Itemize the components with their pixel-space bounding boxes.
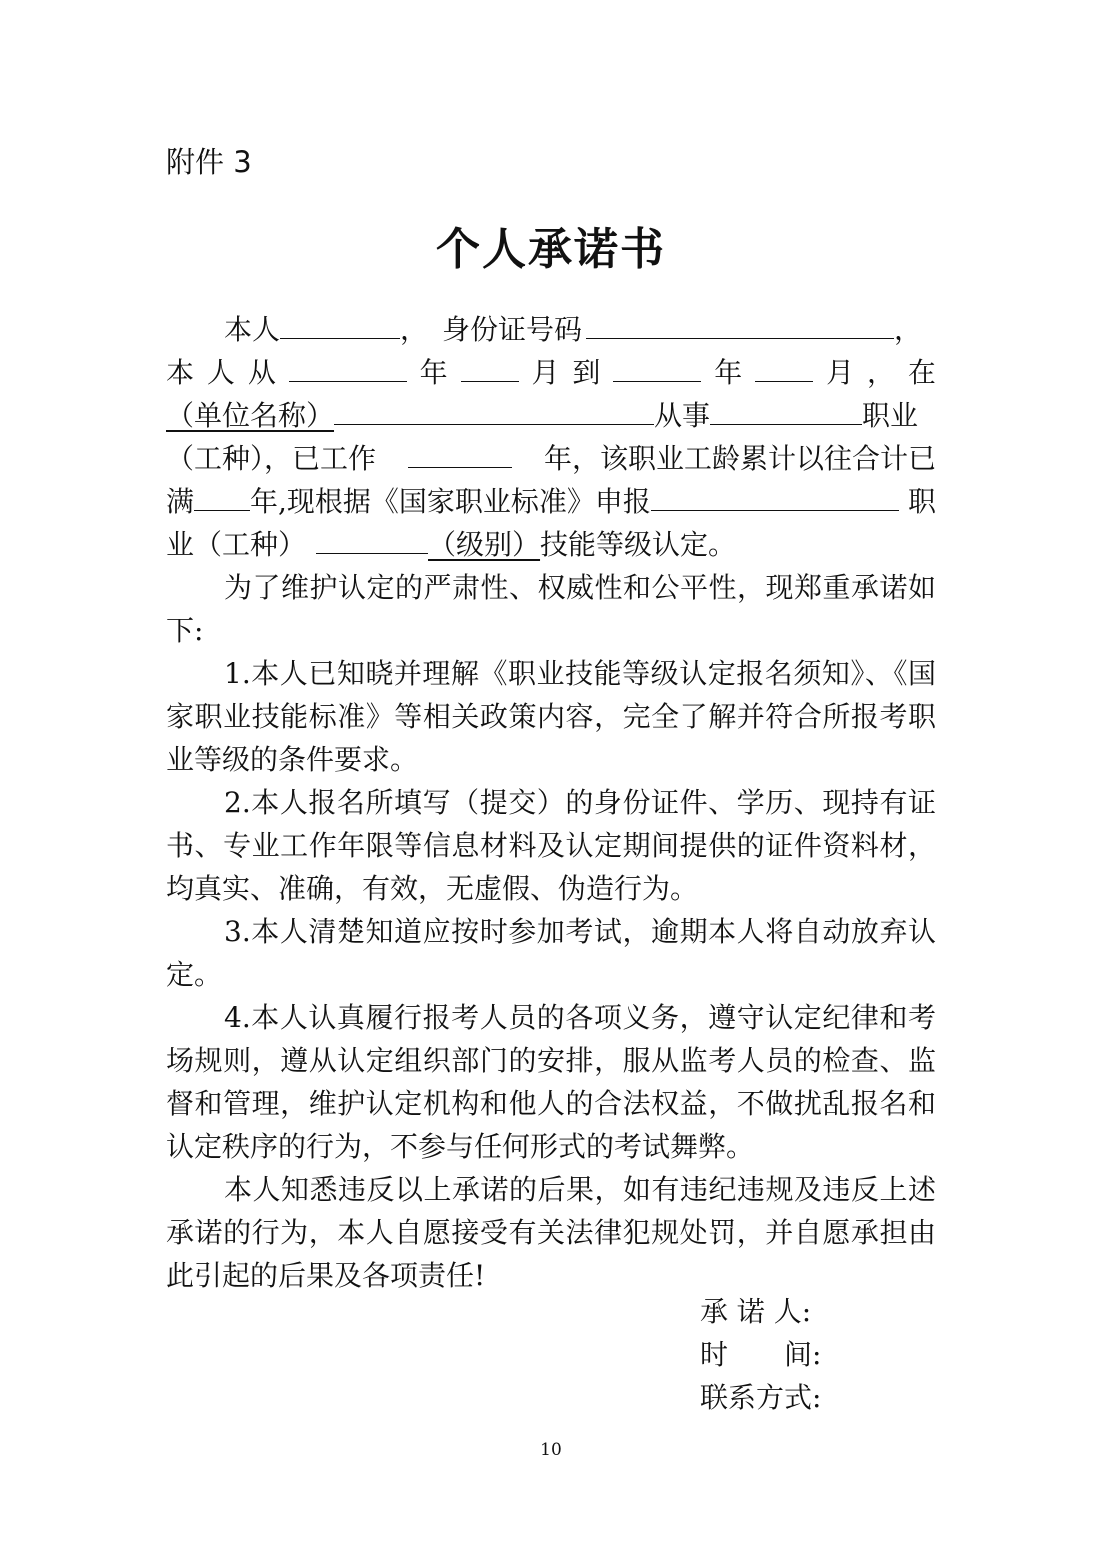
attachment-label: 附件 3 [166, 145, 252, 179]
contact-label: 联系方式: [700, 1381, 822, 1414]
form-text: 年，该职业工龄累计以往合计已 [543, 442, 936, 475]
form-text: 职 [907, 485, 936, 518]
paragraph-item-3: 3.本人清楚知道应按时参加考试，逾期本人将自动放弃认定。 [166, 915, 936, 991]
name-blank[interactable] [280, 308, 400, 339]
end-year-blank[interactable] [613, 351, 701, 382]
paragraph-item-4: 4.本人认真履行报考人员的各项义务，遵守认定纪律和考场规则，遵从认定组织部门的安排，服从监考人员的检查、监督和管理，维护认定机构和他人的合法权益，不做扰乱报名和认定秩序的行为，不参与任何形式的考试舞弊。 [166, 1001, 936, 1163]
form-text: 职业 [862, 399, 919, 432]
total-years-blank[interactable] [194, 480, 250, 511]
level-label: （级别） [428, 528, 541, 561]
form-text: 到 [572, 356, 601, 389]
page-title: 个人承诺书 [436, 224, 666, 275]
form-text: （工种），已工作 [166, 442, 377, 475]
form-line-5 [166, 480, 936, 523]
page-number: 10 [540, 1440, 562, 1460]
end-month-blank[interactable] [755, 351, 813, 382]
paragraph-item-2: 2.本人报名所填写（提交）的身份证件、学历、现持有证书、专业工作年限等信息材料及认定期间提供的证件资料材，均真实、准确，有效，无虚假、伪造行为。 [166, 786, 936, 905]
form-text: 业（工种） [166, 528, 307, 561]
form-text: ， [867, 356, 896, 389]
promisor-label: 承 诺 人: [700, 1295, 812, 1328]
time-label: 时 间: [700, 1338, 822, 1371]
form-text: 本 [166, 356, 195, 389]
form-line-2 [166, 351, 936, 394]
form-text: 年 [714, 356, 743, 389]
level-blank[interactable] [316, 523, 428, 554]
commitment-body [166, 308, 936, 1297]
form-text: 月 [531, 356, 560, 389]
form-text: ， [400, 313, 429, 346]
form-text: 满 [166, 485, 195, 518]
paragraph-closing: 本人知悉违反以上承诺的后果，如有违纪违规及违反上述承诺的行为，本人自愿接受有关法律犯规处罚，并自愿承担由此引起的后果及各项责任! [166, 1173, 936, 1292]
work-years-blank[interactable] [408, 437, 512, 468]
form-line-1 [166, 308, 936, 351]
unit-name-blank[interactable] [334, 394, 654, 425]
paragraph-intro: 为了维护认定的严肃性、权威性和公平性，现郑重承诺如下: [166, 571, 936, 647]
form-text: ， [894, 313, 923, 346]
form-line-3 [166, 394, 936, 437]
paragraph-item-1: 1.本人已知晓并理解《职业技能等级认定报名须知》、《国家职业技能标准》等相关政策内容，完全了解并符合所报考职业等级的条件要求。 [166, 657, 936, 776]
form-text: 年 [419, 356, 448, 389]
unit-name-label: （单位名称） [166, 399, 335, 432]
form-text: 技能等级认定。 [540, 528, 737, 561]
form-text: 本人 [224, 313, 281, 346]
form-text: 人 [206, 356, 235, 389]
form-line-4 [166, 437, 936, 480]
start-month-blank[interactable] [461, 351, 519, 382]
form-text: 从 [247, 356, 276, 389]
form-line-6 [166, 523, 936, 566]
form-text: 月 [826, 356, 855, 389]
id-number-blank[interactable] [586, 308, 894, 339]
form-text: 年,现根据《国家职业标准》申报 [250, 485, 651, 518]
form-text: 从事 [654, 399, 711, 432]
signature-block [700, 1290, 821, 1419]
form-text: 在 [907, 356, 936, 389]
applied-occupation-blank[interactable] [651, 480, 899, 511]
occupation-blank[interactable] [710, 394, 862, 425]
start-year-blank[interactable] [289, 351, 407, 382]
form-text: 身份证号码 [442, 313, 583, 346]
